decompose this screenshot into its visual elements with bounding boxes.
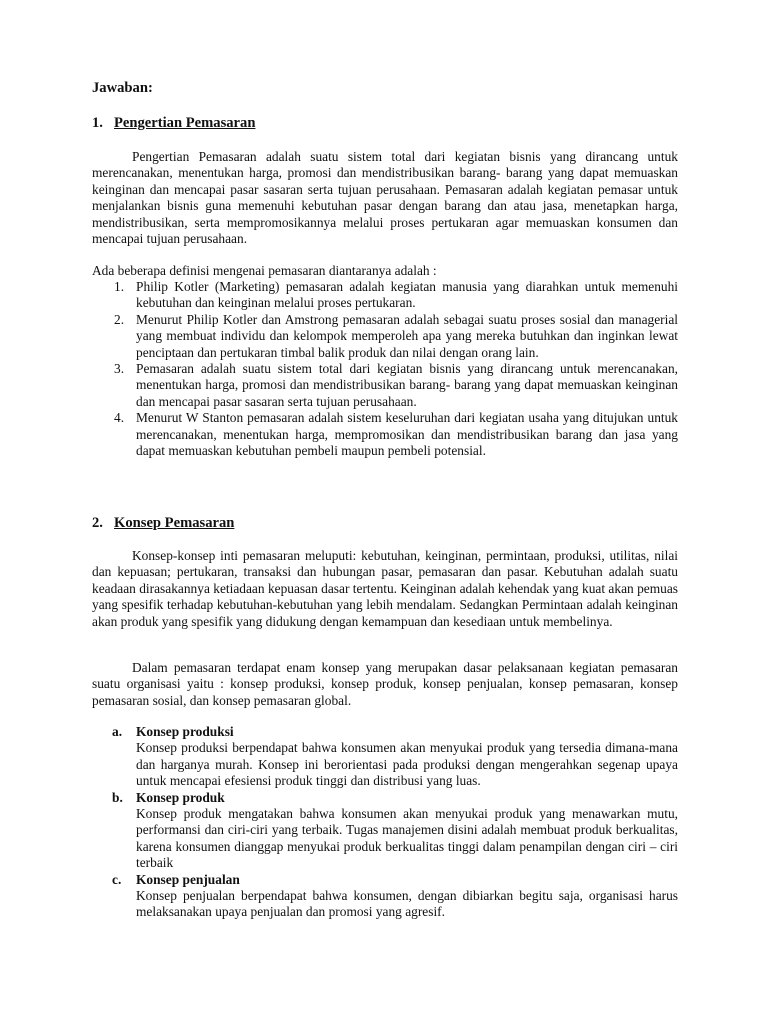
section-2-heading xyxy=(92,515,234,531)
concept-text: Konsep produk mengatakan bahwa konsumen akan menyukai produk yang menawarkan mutu, performansi dan ciri-ciri yang terbaik. Tugas manajemen disini adalah membuat produk berkualitas, karena konsumen dianggap menyukai produk berkualitas tinggi dalam penampilan dengan ciri – ciri terbaik xyxy=(136,806,678,871)
definitions-list xyxy=(92,279,678,459)
definition-marker: 1. xyxy=(114,279,125,294)
section-1-paragraph: Pengertian Pemasaran adalah suatu sistem total dari kegiatan bisnis yang dirancang untuk merencanakan, menentukan harga, promosi dan mendistribusikan barang- barang yang dapat memuaskan keinginan dan mencapai pasar sasaran serta tujuan perusahaan. Pemasaran adalah kegiatan pemasar untuk menjalankan bisnis guna memenuhi kebutuhan pasar dengan barang dan atau jasa, menetapkan harga, mendistribusikan, serta mempromosikannya melalui proses pertukaran agar memuaskan konsumen dan mencapai tujuan perusahaan. xyxy=(92,149,678,247)
definitions-intro: Ada beberapa definisi mengenai pemasaran diantaranya adalah : xyxy=(92,263,437,278)
concept-title: Konsep produksi xyxy=(136,724,234,739)
concept-item xyxy=(112,872,678,921)
definition-item xyxy=(92,410,678,459)
concept-title: Konsep penjualan xyxy=(136,871,240,887)
definition-text: Pemasaran adalah suatu sistem total dari kegiatan bisnis yang dirancang untuk merencanakan, menentukan harga, promosi dan mendistribusikan barang- barang yang dapat memuaskan keinginan dan mencapai pasar sasaran serta tujuan perusahaan. xyxy=(136,361,678,409)
section-1-heading xyxy=(92,115,255,131)
definition-item xyxy=(92,279,678,312)
section-1-number: 1. xyxy=(92,115,103,131)
section-2-title: Konsep Pemasaran xyxy=(114,515,235,531)
definition-marker: 3. xyxy=(114,361,125,377)
concept-heading xyxy=(112,724,678,740)
concept-heading xyxy=(112,790,678,806)
concept-item xyxy=(112,790,678,872)
definition-text: Philip Kotler (Marketing) pemasaran adalah kegiatan manusia yang diarahkan untuk memenuhi kebutuhan dan keinginan melalui proses pertukaran. xyxy=(136,279,678,311)
concept-item xyxy=(112,724,678,790)
answer-heading: Jawaban: xyxy=(92,80,153,96)
concept-marker: b. xyxy=(112,789,123,805)
definition-item xyxy=(92,312,678,361)
definition-marker: 2. xyxy=(114,311,125,327)
definition-text: Menurut Philip Kotler dan Amstrong pemasaran adalah sebagai suatu proses sosial dan managerial yang membuat individu dan kelompok memperoleh apa yang mereka butuhkan dan inginkan lewat penciptaan dan pertukaran timbal balik produk dan nilai dengan orang lain. xyxy=(136,311,678,360)
definition-marker: 4. xyxy=(114,410,125,426)
definition-item xyxy=(92,361,678,410)
section-2-paragraph-2: Dalam pemasaran terdapat enam konsep yang merupakan dasar pelaksanaan kegiatan pemasaran suatu organisasi yaitu : konsep produksi, konsep produk, konsep penjualan, konsep pemasaran, konsep pemasaran sosial, dan konsep pemasaran global. xyxy=(92,660,678,708)
section-2-paragraph-1: Konsep-konsep inti pemasaran meluputi: kebutuhan, keinginan, permintaan, produksi, utilitas, nilai dan kepuasan; pertukaran, transaksi dan hubungan pasar, pemasaran dan pasar. Kebutuhan adalah suatu keadaan dirasakannya ketiadaan kepuasan dasar tertentu. Keinginan adalah kehendak yang kuat akan pemuas yang spesifik terhadap kebutuhan-kebutuhan yang lebih mendalam. Sedangkan Permintaan adalah keinginan akan produk yang spesifik yang didukung dengan kemampuan dan kesediaan untuk membelinya. xyxy=(92,548,678,629)
concept-text: Konsep penjualan berpendapat bahwa konsumen, dengan dibiarkan begitu saja, organisasi harus melaksanakan upaya penjualan dan promosi yang agresif. xyxy=(136,888,678,920)
concept-text: Konsep produksi berpendapat bahwa konsumen akan menyukai produk yang tersedia dimana-mana dan harganya murah. Konsep ini berorientasi pada produksi dengan mengerahkan segenap upaya untuk mencapai efesiensi produk tinggi dan distribusi yang luas. xyxy=(136,740,678,789)
concept-heading xyxy=(112,872,678,888)
section-1-title: Pengertian Pemasaran xyxy=(114,115,256,131)
concept-marker: c. xyxy=(112,871,122,887)
section-2-number: 2. xyxy=(92,515,103,531)
concept-title: Konsep produk xyxy=(136,789,225,805)
concept-marker: a. xyxy=(112,724,123,739)
concepts-list xyxy=(112,724,678,921)
definition-text: Menurut W Stanton pemasaran adalah sistem keseluruhan dari kegiatan usaha yang ditujukan untuk merencanakan, menentukan harga, mempromosikan dan mendistribusikan barang dan jasa yang dapat memuaskan kebutuhan pembeli maupun pembeli potensial. xyxy=(136,410,678,459)
